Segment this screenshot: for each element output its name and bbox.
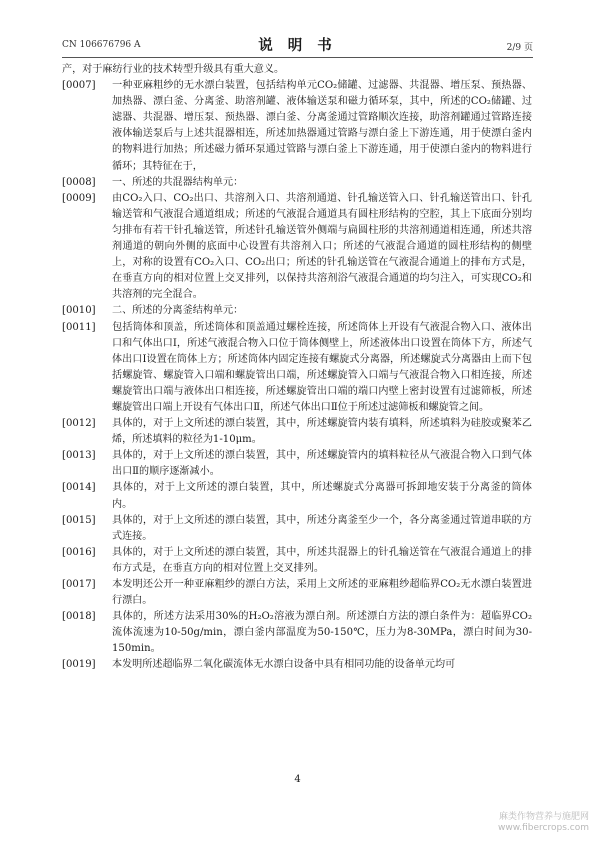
paragraph-number: [0012] bbox=[62, 418, 96, 430]
paragraph-number: [0018] bbox=[62, 611, 96, 623]
document-body bbox=[62, 62, 532, 674]
paragraph bbox=[62, 320, 532, 417]
paragraph-number: [0019] bbox=[62, 659, 96, 671]
paragraph bbox=[62, 78, 532, 175]
paragraph-text: 包括筒体和顶盖，所述筒体和顶盖通过螺栓连接，所述筒体上开设有气液混合物入口、液体出口和气体出口Ⅰ，所述气液混合物入口位于筒体侧壁上，所述液体出口设置在筒体下方，所述气体出口Ⅰ设置在筒体上方；所述筒体内固定连接有螺旋式分离器，所述螺旋式分离器由上而下包括螺旋管、螺旋管入口端和螺旋管出口端，所述螺旋管入口端与气液混合物入口相连接，所述螺旋管出口端与液体出口相连接，所述螺旋管出口端的端口内壁上密封设置有过滤筛板，所述螺旋管出口端上开设有气体出口Ⅱ，所述气体出口Ⅱ位于所述过滤筛板和螺旋管之间。 bbox=[112, 321, 532, 413]
watermark-url: www.fibercrops.com bbox=[498, 823, 589, 833]
paragraph-number: [0007] bbox=[62, 80, 96, 92]
paragraph bbox=[62, 416, 532, 448]
paragraph-text: 本发明还公开一种亚麻粗纱的漂白方法，采用上文所述的亚麻粗纱超临界CO₂无水漂白装置进行漂白。 bbox=[112, 579, 532, 607]
paragraph bbox=[62, 175, 532, 191]
paragraph bbox=[62, 303, 532, 319]
paragraph-number: [0014] bbox=[62, 482, 96, 494]
paragraph-text: 二、所述的分离釜结构单元： bbox=[112, 305, 244, 317]
paragraph-text: 具体的，所述方法采用30%的H₂O₂溶液为漂白剂。所述漂白方法的漂白条件为：超临界CO₂流体流速为10-50g/min，漂白釜内部温度为50-150℃，压力为8-30MPa，漂白时间为30-150min。 bbox=[112, 611, 532, 655]
paragraph-text: 具体的，对于上文所述的漂白装置，其中，所述螺旋式分离器可拆卸地安装于分离釜的筒体内。 bbox=[112, 482, 532, 510]
paragraph-text: 一、所述的共混器结构单元： bbox=[112, 176, 244, 188]
paragraph bbox=[62, 62, 532, 78]
paragraph-text: 本发明所述超临界二氧化碳流体无水漂白设备中具有相同功能的设备单元均可 bbox=[112, 659, 456, 671]
paragraph-text: 一种亚麻粗纱的无水漂白装置，包括结构单元CO₂储罐、过滤器、共混器、增压泵、预热器、加热器、漂白釜、分离釜、助溶剂罐、液体输送泵和磁力循环泵，其中，所述的CO₂储罐、过滤器、共混器、增压泵、预热器、漂白釜、分离釜通过管路顺次连接，助溶剂罐通过管路连接液体输送泵后与上述共混器相连，所述加热器通过管路与漂白釜上下游连通，用于使漂白釜内的物料进行加热；所述磁力循环泵通过管路与漂白釜上下游连通，用于使漂白釜内的物料进行循环；其特征在于， bbox=[112, 80, 532, 172]
patent-number: CN 106676796 A bbox=[62, 40, 141, 50]
paragraph-text: 由CO₂入口、CO₂出口、共溶剂入口、共溶剂通道、针孔输送管入口、针孔输送管出口、针孔输送管和气液混合通道组成；所述的气液混合通道具有圆柱形结构的空腔，其上下底面分别均匀排布有若干针孔输送管，所述针孔输送管外侧端与扁圆柱形的共溶剂通道相连通，所述共溶剂通道的朝向外侧的底面中心设置有共溶剂入口；所述的气液混合通道的圆柱形结构的侧壁上，对称的设置有CO₂入口、CO₂出口；所述的针孔输送管在气液混合通道上的排布方式是，在垂直方向的相对位置上交叉排列，以保持共溶剂浴气液混合通道的均匀注入，可实现CO₂和共溶剂的完全混合。 bbox=[112, 192, 532, 301]
paragraph-number: [0016] bbox=[62, 546, 96, 558]
paragraph-number: [0015] bbox=[62, 514, 96, 526]
paragraph-text: 产，对于麻纺行业的技术转型升级具有重大意义。 bbox=[62, 64, 285, 75]
document-title: 说 明 书 bbox=[258, 37, 337, 54]
paragraph bbox=[62, 513, 532, 545]
paragraph-text: 具体的，对于上文所述的漂白装置，其中，所述分离釜至少一个，各分离釜通过管道串联的方式连接。 bbox=[112, 514, 532, 542]
paragraph bbox=[62, 657, 532, 673]
paragraph-text: 具体的，对于上文所述的漂白装置，其中，所述共混器上的针孔输送管在气液混合通道上的排布方式是，在垂直方向的相对位置上交叉排列。 bbox=[112, 546, 532, 574]
paragraph-number: [0017] bbox=[62, 579, 96, 590]
header-rule bbox=[62, 57, 533, 58]
page-header bbox=[62, 34, 533, 54]
paragraph bbox=[62, 191, 532, 304]
page-number: 4 bbox=[294, 774, 301, 785]
paragraph-number: [0009] bbox=[62, 192, 96, 204]
paragraph bbox=[62, 448, 532, 480]
paragraph-number: [0010] bbox=[62, 305, 96, 317]
watermark-title: 麻类作物营养与施肥网 bbox=[498, 812, 589, 822]
paragraph bbox=[62, 609, 532, 657]
paragraph bbox=[62, 480, 532, 512]
paragraph bbox=[62, 577, 532, 609]
site-watermark bbox=[498, 812, 589, 834]
page-indicator: 2/9 页 bbox=[506, 43, 533, 53]
paragraph-number: [0008] bbox=[62, 176, 96, 188]
paragraph-text: 具体的，对于上文所述的漂白装置，其中，所述螺旋管内装有填料，所述填料为硅胶或聚苯乙烯，所述填料的粒径为1-10μm。 bbox=[112, 418, 532, 446]
paragraph-number: [0013] bbox=[62, 450, 96, 462]
paragraph-number: [0011] bbox=[62, 321, 96, 333]
paragraph bbox=[62, 545, 532, 577]
paragraph-text: 具体的，对于上文所述的漂白装置，其中，所述螺旋管内的填料粒径从气液混合物入口到气体出口Ⅱ的顺序逐渐减小。 bbox=[112, 450, 532, 478]
